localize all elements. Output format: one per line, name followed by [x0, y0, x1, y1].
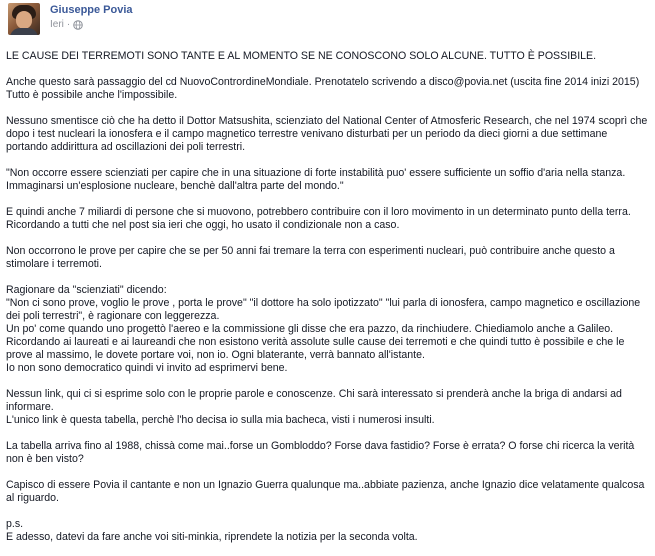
- post-body: [6, 50, 648, 544]
- post-headline: LE CAUSE DEI TERREMOTI SONO TANTE E AL MOMENTO SE NE CONOSCONO SOLO ALCUNE. TUTTO È POSSIBILE.: [6, 50, 597, 62]
- post-paragraph: Nessuno smentisce ciò che ha detto il Dottor Matsushita, scienziato del National Center of Atmosferic Research, che nel 1974 scoprì che dopo i test nucleari la ionosfera e il campo magnetico terrestre venivano disturbati per un periodo da dieci giorni a due settimane portando addirittura ad oscillazioni dei poli terrestri.: [6, 115, 648, 153]
- post-paragraph: Nessun link, qui ci si esprime solo con le proprie parole e conoscenze. Chi sarà interessato si prenderà anche la briga di andarsi ad informare. L'unico link è questa tabella, perchè l'ho decisa io sulla mia bacheca, visti i numerosi insulti.: [6, 388, 622, 426]
- globe-icon[interactable]: [73, 20, 83, 30]
- post-paragraph: Non occorrono le prove per capire che se per 50 anni fai tremare la terra con esperimenti nucleari, può contribuire anche questo a stimolare i terremoti.: [6, 245, 615, 270]
- reasoning-line: Ricordando ai laureati e ai laureandi che non esistono verità assolute sulle cause dei terremoti e che quindi tutto è possibile e che le prove al massimo, le dovete portare voi, non io. Ogni blaterante, verrà bannato all'istante.: [6, 336, 625, 361]
- ps-label: p.s.: [6, 518, 24, 530]
- post-paragraph: "Non occorre essere scienziati per capire che in una situazione di forte instabilità puo' essere sufficiente un soffio d'aria nella stanza. Immaginarsi un'esplosione nucleare, benchè dall'altra parte del mondo.": [6, 167, 626, 192]
- author-name-link[interactable]: Giuseppe Povia: [50, 4, 133, 16]
- post-paragraph: Anche questo sarà passaggio del cd NuovoContrordineMondiale. Prenotatelo scrivendo a disco@povia.net (uscita fine 2014 inizi 2015) Tutto è possibile anche l'impossibile.: [6, 76, 640, 101]
- reasoning-line: Ragionare da "scienziati" dicendo:: [6, 284, 167, 296]
- post-paragraph: La tabella arriva fino al 1988, chissà come mai..forse un Gombloddo? Forse dava fastidio? Forse è errata? O forse chi ricerca la verità non è ben visto?: [6, 440, 635, 465]
- reasoning-line: "Non ci sono prove, voglio le prove , porta le prove" "il dottore ha solo ipotizzato" "lui parla di ionosfera, campo magnetico e oscillazione dei poli terrestri", è ragionare con leggerezza.: [6, 297, 641, 322]
- avatar-face: [16, 11, 32, 29]
- reasoning-line: Un po' come quando uno progettò l'aereo e la commissione gli disse che era pazzo, da rinchiudere. Chiediamolo anche a Galileo.: [6, 323, 614, 335]
- post-meta: [50, 19, 83, 30]
- author-avatar[interactable]: [8, 3, 40, 35]
- ps-text: E adesso, datevi da fare anche voi siti-minkia, riprendete la notizia per la seconda volta.: [6, 531, 418, 543]
- meta-separator: ·: [66, 19, 71, 30]
- avatar-shirt: [10, 28, 38, 35]
- post-paragraph: Capisco di essere Povia il cantante e non un Ignazio Guerra qualunque ma..abbiate pazienza, anche Ignazio dice velatamente qualcosa al riguardo.: [6, 479, 645, 504]
- post-paragraph: E quindi anche 7 miliardi di persone che si muovono, potrebbero contribuire con il loro movimento in un determinato punto della terra. Ricordando a tutti che nel post sia ieri che oggi, ho usato il condizionale non a caso.: [6, 206, 631, 231]
- post-timestamp-link[interactable]: Ieri: [50, 19, 64, 30]
- reasoning-line: Io non sono democratico quindi vi invito ad esprimervi bene.: [6, 362, 288, 374]
